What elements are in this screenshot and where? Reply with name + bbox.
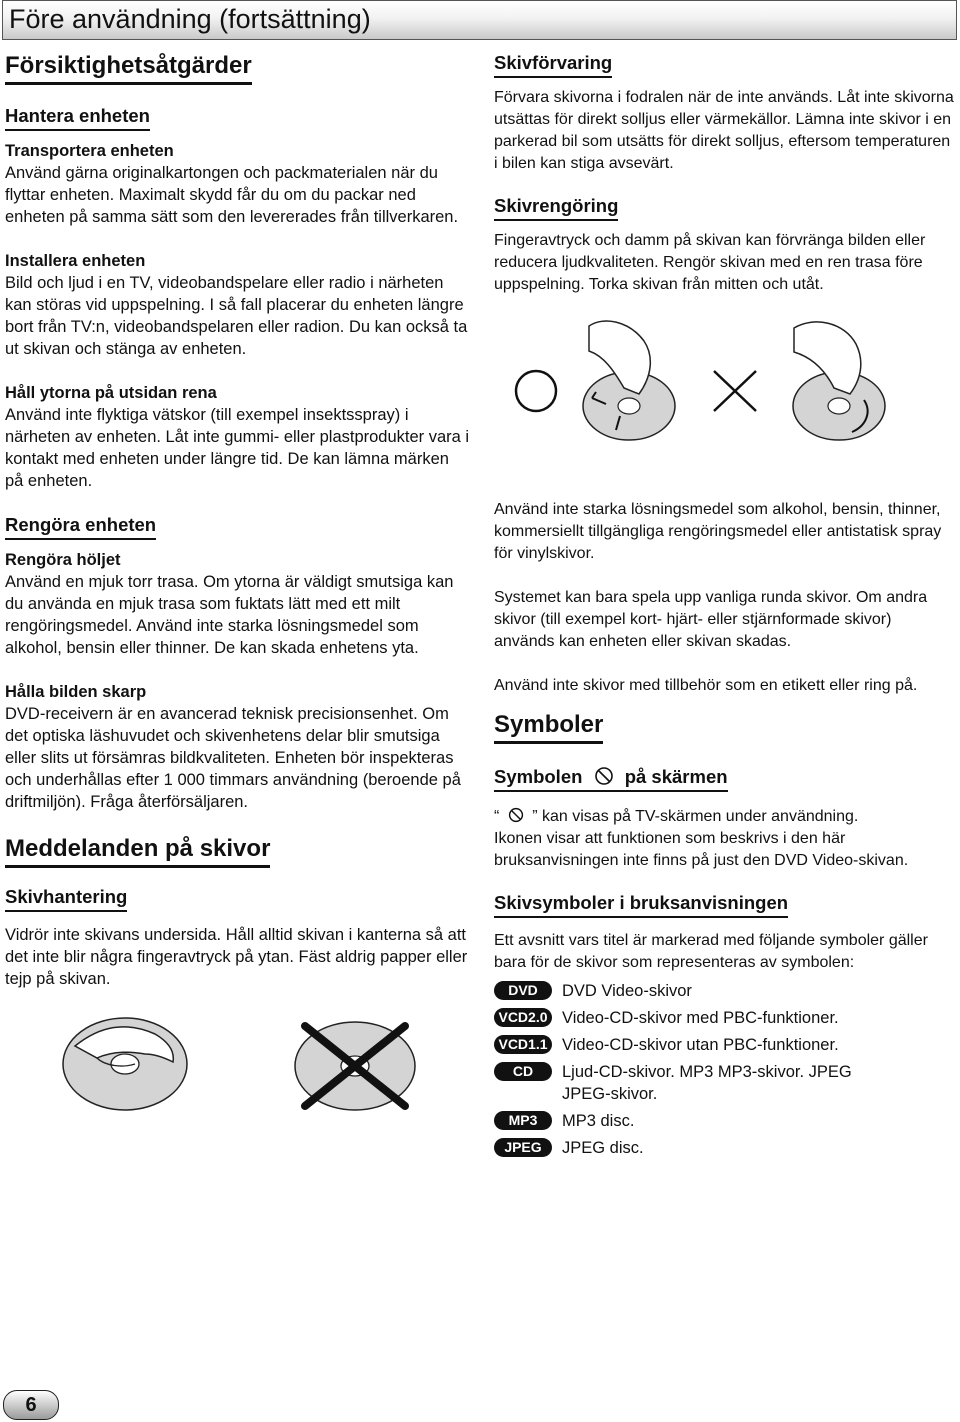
wrong-cross-icon bbox=[714, 371, 756, 411]
page-number-badge: 6 bbox=[3, 1390, 59, 1420]
jpeg-badge-icon: JPEG bbox=[494, 1138, 552, 1157]
storage-text: Förvara skivorna i fodralen när de inte används. Låt inte skivorna utsättas för direkt solljus eller värmekällor. Lämna inte skivor i en parkerad bil som utsätts för direkt solljus, eftersom temperaturen i bilen kan stiga avsevärt. bbox=[494, 89, 954, 172]
transport-title: Transportera enheten bbox=[5, 142, 174, 160]
symbol-row-dvd bbox=[494, 980, 954, 1002]
surfaces-title: Håll ytorna på utsidan rena bbox=[5, 384, 217, 402]
casing-title: Rengöra höljet bbox=[5, 551, 121, 569]
hand-holding-disc-icon bbox=[5, 1006, 470, 1116]
cd-badge-icon: CD bbox=[494, 1062, 552, 1081]
quote-close: ” kan visas på TV-skärmen under användning. bbox=[532, 808, 859, 825]
symbol-heading-part-a: Symbolen bbox=[494, 766, 583, 787]
symbol-explanation-text: Ikonen visar att funktionen som beskrivs i den här bruksanvisningen inte finns på just den DVD Video-skivan. bbox=[494, 830, 909, 869]
symbol-row-mp3 bbox=[494, 1110, 954, 1132]
disc-cleaning-illustration bbox=[494, 316, 954, 471]
symbol-text: JPEG disc. bbox=[562, 1139, 644, 1157]
symbol-text: Ljud-CD-skivor. MP3 MP3-skivor. JPEG JPEG-skivor. bbox=[562, 1063, 852, 1103]
heading-precautions: Försiktighetsåtgärder bbox=[5, 52, 252, 85]
accessories-text: Använd inte skivor med tillbehör som en etikett eller ring på. bbox=[494, 677, 918, 694]
page-title: Före användning (fortsättning) bbox=[9, 4, 371, 34]
dvd-badge-icon: DVD bbox=[494, 981, 552, 1000]
heading-symbols: Symboler bbox=[494, 711, 603, 744]
symbol-text: DVD Video-skivor bbox=[562, 982, 692, 1000]
symbol-heading-part-b: på skärmen bbox=[624, 766, 728, 787]
install-title: Installera enheten bbox=[5, 252, 146, 270]
solvent-text: Använd inte starka lösningsmedel som alkohol, bensin, thinner, kommersiellt tillgängliga rengöringsmedel eller antistatisk spray för vinylskivor. bbox=[494, 501, 942, 562]
sharp-title: Hålla bilden skarp bbox=[5, 683, 147, 701]
heading-disc-cleaning: Skivrengöring bbox=[494, 195, 618, 221]
disc-cleaning-diagram-icon bbox=[494, 316, 954, 471]
left-column bbox=[5, 52, 470, 1116]
install-text: Bild och ljud i en TV, videobandspelare eller radio i närheten kan störas vid uppspelning. I så fall placerar du enheten längre bort från TV:n, videobandspelaren eller radion. Du kan också ta ut skivan och stänga av enheten. bbox=[5, 274, 468, 358]
vcd11-badge-icon: VCD1.1 bbox=[494, 1035, 552, 1054]
heading-handle-unit: Hantera enheten bbox=[5, 105, 150, 131]
cleaning-text: Fingeravtryck och damm på skivan kan förvränga bilden eller reducera ljudkvaliteten. Rengör skivan med en ren trasa före uppspelning. Torka skivan från mitten och utåt. bbox=[494, 232, 926, 293]
symbol-text: MP3 disc. bbox=[562, 1112, 635, 1130]
symbol-row-cd bbox=[494, 1061, 954, 1105]
heading-disc-handling: Skivhantering bbox=[5, 886, 127, 912]
correct-circle-icon bbox=[516, 371, 556, 411]
prohibited-inline-icon bbox=[508, 807, 524, 823]
disc-handling-illustration bbox=[5, 1006, 470, 1116]
surfaces-text: Använd inte flyktiga vätskor (till exempel insektsspray) i närheten av enheten. Låt inte gummi- eller plastprodukter vara i kontakt med enheten under längre tid. De kan lämna märken på enheten. bbox=[5, 406, 470, 490]
quote-open: “ bbox=[494, 808, 500, 825]
symbol-row-vcd20 bbox=[494, 1007, 954, 1029]
heading-disc-notes: Meddelanden på skivor bbox=[5, 835, 270, 868]
vcd20-badge-icon: VCD2.0 bbox=[494, 1008, 552, 1027]
heading-disc-storage: Skivförvaring bbox=[494, 52, 612, 78]
transport-text: Använd gärna originalkartongen och packmaterialen när du flyttar enheten. Maximalt skydd får du om du packar ned enheten på samma sätt som den levererades från tillverkaren. bbox=[5, 164, 459, 226]
mp3-badge-icon: MP3 bbox=[494, 1111, 552, 1130]
symbol-row-vcd11 bbox=[494, 1034, 954, 1056]
casing-text: Använd en mjuk torr trasa. Om ytorna är väldigt smutsiga kan du använda en mjuk trasa som fuktats lätt med ett milt rengöringsmedel. Använd inte starka lösningsmedel som alkohol, bensin eller thinner. De kan skada enhetens yta. bbox=[5, 573, 454, 657]
right-column bbox=[494, 52, 954, 1164]
symbol-quote-line bbox=[494, 806, 954, 828]
symbol-row-jpeg bbox=[494, 1137, 954, 1159]
heading-clean-unit: Rengöra enheten bbox=[5, 514, 156, 540]
prohibited-icon bbox=[594, 766, 614, 786]
heading-manual-symbols: Skivsymboler i bruksanvisningen bbox=[494, 892, 788, 918]
heading-symbol-on-screen bbox=[494, 766, 728, 792]
sharp-text: DVD-receivern är en avancerad teknisk precisionsenhet. Om det optiska läshuvudet och skivenhetens delar blir smutsiga eller slits ut försämras bildkvaliteten. Enheten bör inspekteras och underhållas efter 1 000 timmars användning (beroende på driftmiljön). Fråga återförsäljaren. bbox=[5, 705, 461, 811]
manual-symbols-intro: Ett avsnitt vars titel är markerad med följande symboler gäller bara för de skivor som representeras av symbolen: bbox=[494, 932, 928, 971]
symbol-text: Video-CD-skivor med PBC-funktioner. bbox=[562, 1009, 839, 1027]
disc-shapes-text: Systemet kan bara spela upp vanliga runda skivor. Om andra skivor (till exempel kort- hjärt- eller stjärnformade skivor) används kan enheten eller skivan skadas. bbox=[494, 589, 928, 650]
header-bar bbox=[2, 0, 957, 40]
symbol-text: Video-CD-skivor utan PBC-funktioner. bbox=[562, 1036, 839, 1054]
handling-text: Vidrör inte skivans undersida. Håll alltid skivan i kanterna så att det inte blir några fingeravtryck på ytan. Fäst aldrig papper eller tejp på skivan. bbox=[5, 926, 468, 988]
